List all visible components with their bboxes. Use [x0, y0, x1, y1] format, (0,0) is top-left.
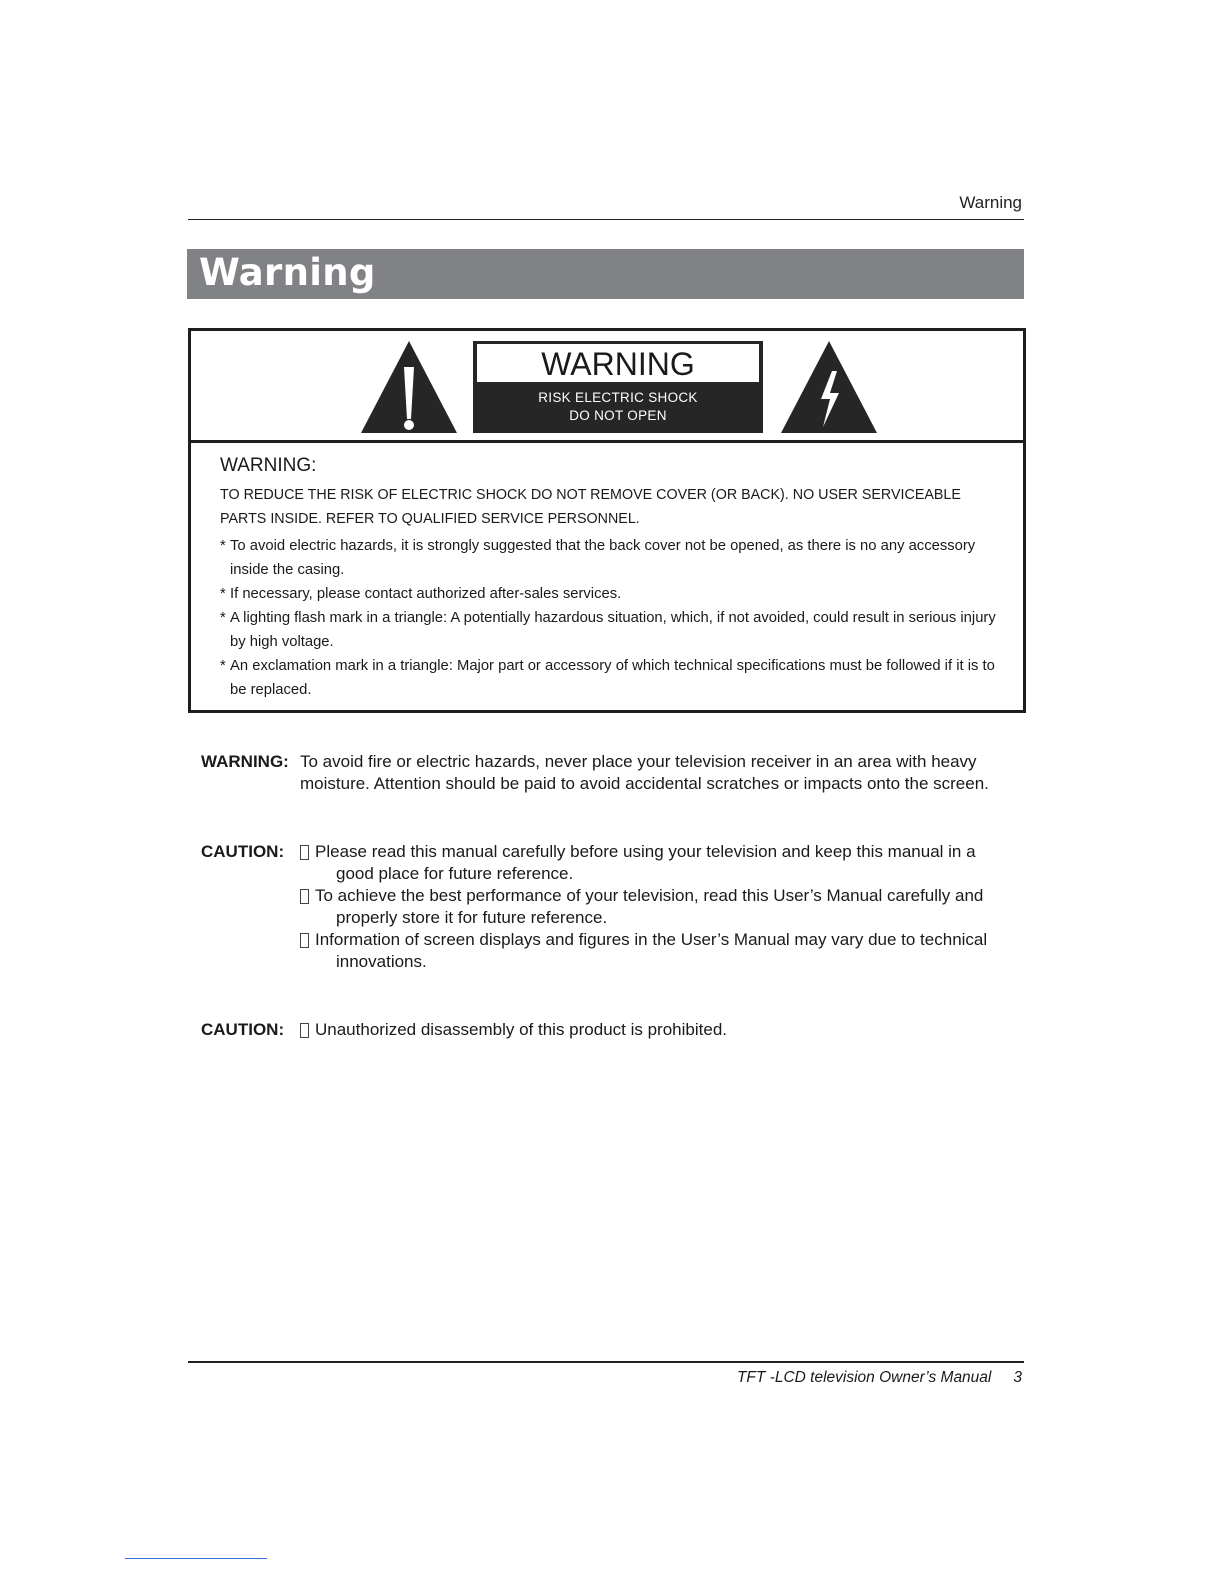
caution-section-label: CAUTION:	[201, 842, 285, 861]
note-asterisk: *	[220, 586, 226, 602]
caution-bullet: Please read this manual carefully before using your television and keep this manual in a good place for future reference.	[300, 841, 1021, 885]
title-bar	[187, 249, 1024, 299]
exclamation-triangle-icon	[359, 339, 459, 435]
warning-section-body	[300, 751, 1021, 795]
warning-line: moisture. Attention should be paid to avoid accidental scratches or impacts onto the screen.	[300, 774, 989, 793]
box-caps-text: TO REDUCE THE RISK OF ELECTRIC SHOCK DO NOT REMOVE COVER (OR BACK). NO USER SERVICEABLE PARTS INSIDE. REFER TO QUALIFIED SERVICE PERSONNEL.	[220, 487, 961, 527]
footer-rule	[188, 1361, 1024, 1363]
box-text	[220, 455, 1010, 702]
running-header: Warning	[959, 193, 1022, 212]
box-divider	[191, 440, 1023, 443]
caution-bullet: To achieve the best performance of your television, read this User’s Manual carefully and properly store it for future reference.	[300, 885, 1021, 929]
bullet-box-icon	[300, 845, 309, 860]
scan-artifact-line	[125, 1558, 267, 1559]
caution-section-2	[201, 1019, 1021, 1041]
caution-section-1	[201, 841, 1021, 973]
box-heading: WARNING:	[220, 455, 317, 476]
warning-box	[188, 328, 1026, 713]
warning-label-title: WARNING	[477, 344, 759, 382]
bullet-box-icon	[300, 1023, 309, 1038]
warning-line: To avoid fire or electric hazards, never place your television receiver in an area with heavy	[300, 752, 977, 771]
box-note: * A lighting flash mark in a triangle: A potentially hazardous situation, which, if not avoided, could result in serious injury by high voltage.	[220, 606, 1010, 654]
warning-label-line2: DO NOT OPEN	[569, 408, 667, 423]
box-note: * To avoid electric hazards, it is strongly suggested that the back cover not be opened, as there is no any accessory inside the casing.	[220, 534, 1010, 582]
bullet-box-icon	[300, 889, 309, 904]
caution-section-label: CAUTION:	[201, 1020, 285, 1039]
warning-label	[473, 341, 763, 433]
manual-title: TFT -LCD television Owner’s Manual	[736, 1369, 992, 1386]
box-note: * An exclamation mark in a triangle: Major part or accessory of which technical specifications must be followed if it is to be replaced.	[220, 654, 1010, 702]
page-footer	[737, 1369, 1022, 1387]
header-rule	[188, 219, 1024, 220]
caution-bullet: Information of screen displays and figures in the User’s Manual may vary due to technical innovations.	[300, 929, 1021, 973]
bullet-box-icon	[300, 933, 309, 948]
note-asterisk: *	[220, 610, 226, 626]
caution-section-body	[300, 841, 1021, 973]
caution-section-body	[300, 1019, 1021, 1041]
box-note: * If necessary, please contact authorized after-sales services.	[220, 582, 1010, 606]
caution-bullet: Unauthorized disassembly of this product is prohibited.	[300, 1019, 1021, 1041]
note-asterisk: *	[220, 658, 226, 674]
warning-label-line1: RISK ELECTRIC SHOCK	[538, 390, 698, 405]
warning-section-label: WARNING:	[201, 752, 289, 771]
warning-section	[201, 751, 1021, 795]
page-title: Warning	[199, 251, 376, 294]
note-asterisk: *	[220, 538, 226, 554]
page-number: 3	[1013, 1369, 1022, 1386]
lightning-triangle-icon	[779, 339, 879, 435]
